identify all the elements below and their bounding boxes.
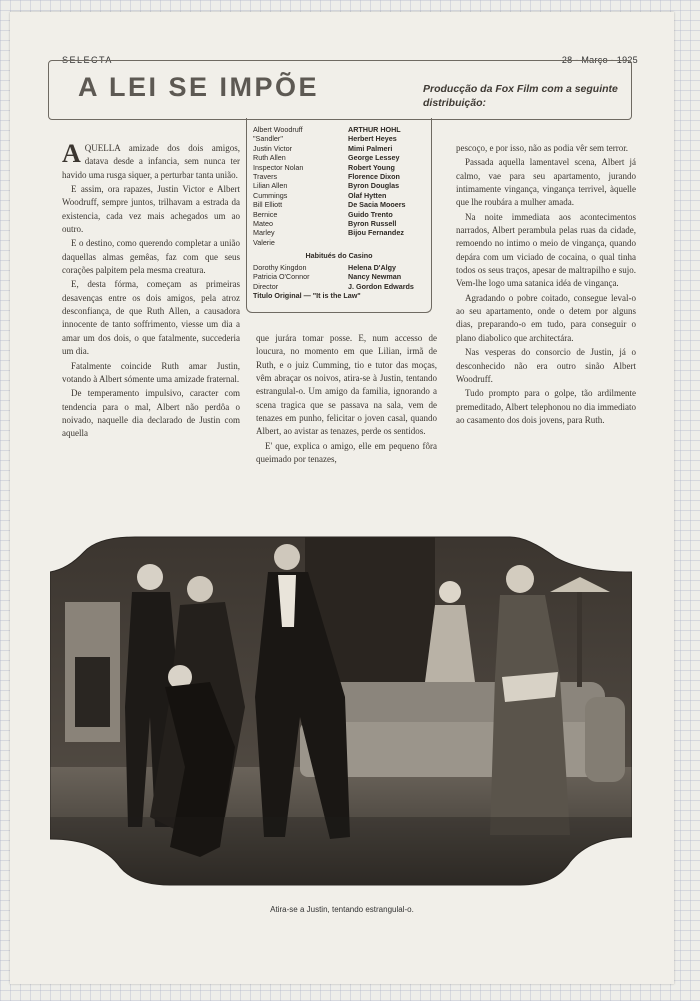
casino-row [253, 263, 425, 272]
cast-role: Justin Victor [253, 143, 293, 153]
cast-row [253, 219, 425, 228]
cast-actor: ARTHUR HOHL [348, 125, 401, 134]
casino-row [253, 282, 425, 291]
cast-role: Patricia O'Connor [253, 272, 310, 282]
cast-actor: George Lessey [348, 153, 400, 163]
article-column-2 [256, 332, 437, 467]
production-credit: Producção da Fox Film com a seguinte distribuição: [423, 83, 618, 109]
article-paragraph: Agradando o pobre coitado, consegue leval-o ao seu apartamento, onde o detem por alguns dias, preparando-o em tudo, para conseguir o plano diabolico que architectára. [456, 292, 636, 343]
article-paragraph: E' que, explica o amigo, elle em pequeno fôra queimado por tenazes, [256, 440, 437, 465]
cast-row [253, 200, 425, 209]
article-paragraph: pescoço, e por isso, não as podia vêr sem terror. [456, 143, 628, 153]
cast-role: Ruth Allen [253, 153, 286, 163]
photo-caption: Atira-se a Justin, tentando estrangulal-o. [270, 905, 414, 914]
cast-row [253, 191, 425, 200]
cast-actor: Herbert Heyes [348, 134, 397, 144]
article-column-3 [456, 142, 636, 428]
cast-row [253, 163, 425, 172]
cast-role: Albert Woodruff [253, 125, 303, 134]
cast-actor: Guido Trento [348, 209, 393, 219]
article-title: A LEI SE IMPÕE [78, 72, 320, 102]
cast-row [253, 153, 425, 162]
cast-actor: De Sacia Mooers [348, 200, 406, 210]
cast-actor: Robert Young [348, 162, 395, 172]
article-paragraph: Nas vesperas do consorcio de Justin, já o desconhecido não era outro sinão Albert Woodruff. [456, 347, 636, 384]
cast-role: Cummings [253, 190, 288, 200]
cast-role: Valerie [253, 237, 275, 247]
cast-actor: Mimi Palmeri [348, 143, 393, 153]
article-paragraph: Na noite immediata aos acontecimentos narrados, Albert perambula pelas ruas da cidade, remoendo no intimo o meio de vingança, quando depára com um viciado de cocaina, o qual tinha todos os seus traços, apesar de maltrapilho e sujo. Vem-lhe logo uma satanica idéa de vingança. [456, 211, 636, 289]
casino-row [253, 272, 425, 281]
cast-actor: Olaf Hytten [348, 190, 387, 200]
cast-list [253, 125, 425, 300]
article-paragraph: QUELLA amizade dos dois amigos, datava desde a infancia, sem nunca ter havido uma rusga siquer, a perturbar tanta união. [62, 143, 240, 180]
article-paragraph: Fatalmente coincide Ruth amar Justin, votando à Albert sómente uma amizade fraternal. [62, 360, 240, 384]
article-paragraph: E, desta fórma, começam as primeiras desavenças entre os dois amigos, pela atroz desconfiança, de que Ruth Allen, a causadora innocente de tanto soffrimento, viesse um dia a amar um dos dois, o que fatalmente, succederia um dia. [62, 279, 240, 357]
article-paragraph: De temperamento impulsivo, caracter com tendencia para o mal, Albert não perdôa o noivado, naquelle dia declarado de Justin com aquella [62, 388, 240, 439]
cast-role: Mateo [253, 219, 273, 229]
article-paragraph: Passada aquella lamentavel scena, Albert já calmo, vae para seu apartamento, jurando intimamente vingança, vingança terrivel, àquelle que lhe roubára a mulher amada. [456, 157, 636, 208]
article-column-1 [62, 139, 240, 442]
article-paragraph: Tudo prompto para o golpe, tão ardilmente premeditado, Albert telephonou no dia immediato ao casamento dos dois jovens, para Ruth. [456, 388, 636, 425]
issue-date: 28 - Março - 1925 [561, 55, 638, 65]
cast-row [253, 134, 425, 143]
cast-actor: Florence Dixon [348, 172, 400, 182]
cast-role: Lilian Allen [253, 181, 288, 191]
cast-actor: J. Gordon Edwards [348, 281, 414, 291]
cast-row [253, 228, 425, 237]
sofa-seat [300, 722, 620, 777]
cast-role: Bill Elliott [253, 200, 283, 210]
cast-row [253, 125, 425, 134]
cast-role: Bernice [253, 209, 278, 219]
casino-heading: Habitués do Casino [305, 251, 373, 261]
cast-role: Dorothy Kingdon [253, 262, 307, 272]
cast-actor: Helena D'Algy [348, 262, 397, 272]
cast-row [253, 172, 425, 181]
cast-actor: Nancy Newman [348, 272, 402, 282]
cast-role: "Sandler" [253, 134, 283, 144]
film-still-photo [50, 517, 632, 899]
drop-cap: A [62, 139, 81, 168]
cast-role: Director [253, 281, 279, 291]
cast-row [253, 181, 425, 190]
cast-role: Travers [253, 172, 278, 182]
cast-role: Inspector Nolan [253, 162, 304, 172]
cast-row [253, 210, 425, 219]
original-title: Titulo Original — "It is the Law" [253, 290, 361, 300]
cast-row [253, 238, 425, 247]
magazine-name: SELECTA [62, 55, 113, 65]
article-paragraph: E assim, ora rapazes, Justin Victor e Albert Woodruff, sempre juntos, trilhavam a estrada da existencia, cada vez mais achegados um ao outro. [62, 184, 240, 235]
article-paragraph: E o destino, como querendo completar a união daquellas almas gemêas, faz com que seus corações palpitem pela mesma creatura. [62, 238, 240, 276]
cast-actor: Bijou Fernandez [348, 228, 404, 238]
cast-actor: Byron Douglas [348, 181, 400, 191]
cast-row [253, 144, 425, 153]
cast-actor: Byron Russell [348, 219, 397, 229]
cast-role: Marley [253, 228, 275, 238]
article-paragraph: que jurára tomar posse. E, num accesso de loucura, no momento em que Lilian, irmã de Ruth, e o juiz Cumming, tio e tutor das moças, vêm abraçar os noivos, atira-se à Justin, tentando estrangulal-o. Um amigo da familia, ignorando a scena tragica que se passava na sala, vem de tenazes em punho, felicitar o joven casal, quando Albert, ao avistar as tenazes, perde os sentidos. [256, 333, 437, 437]
